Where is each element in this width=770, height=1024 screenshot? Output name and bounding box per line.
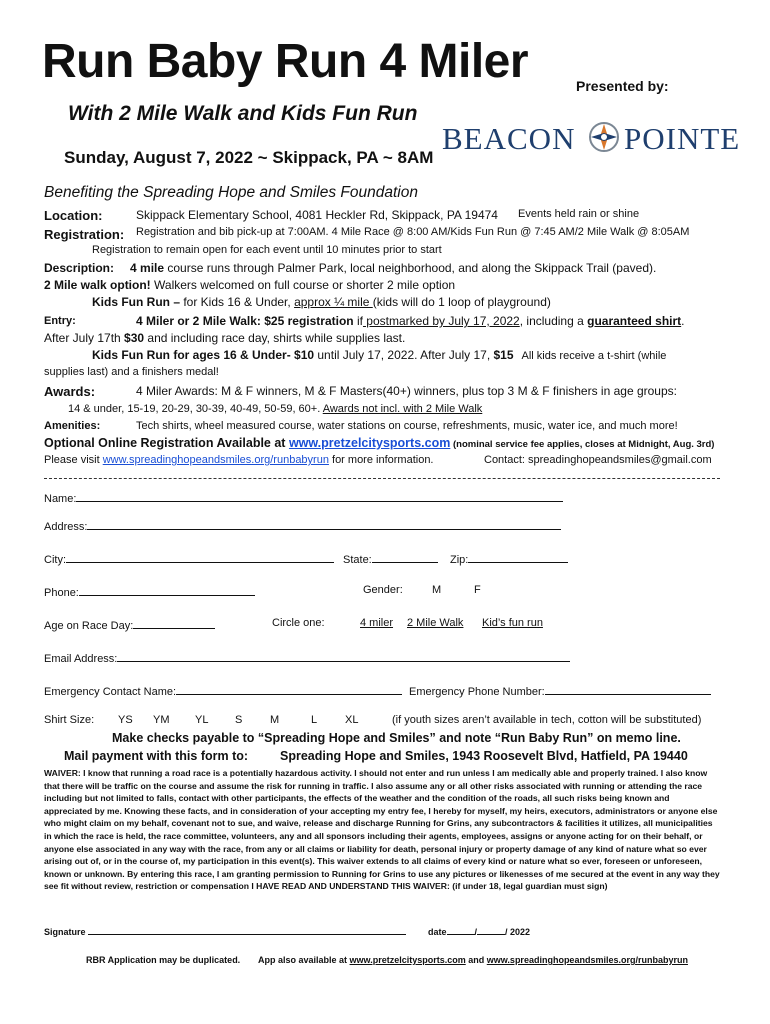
- awards-label: Awards:: [44, 384, 96, 399]
- entry-label: Entry:: [44, 315, 76, 327]
- name-field[interactable]: [76, 490, 563, 502]
- beacon-pointe-logo: [440, 114, 740, 160]
- gender-f-option[interactable]: F: [474, 584, 481, 596]
- shirt-note: (if youth sizes aren’t available in tech, cotton will be substituted): [392, 714, 702, 726]
- city-field[interactable]: [66, 551, 334, 563]
- email-field[interactable]: [117, 650, 570, 662]
- city-row: City:: [44, 551, 334, 566]
- contact-email: Contact: spreadinghopeandsmiles@gmail.com: [484, 454, 712, 466]
- checks-payable-line: Make checks payable to “Spreading Hope and Smiles” and note “Run Baby Run” on memo line.: [112, 731, 681, 745]
- awards-value: 4 Miler Awards: M & F winners, M & F Masters(40+) winners, plus top 3 M & F finishers in age groups:: [136, 384, 677, 398]
- option-4-miler[interactable]: 4 miler: [360, 617, 394, 629]
- email-row: Email Address:: [44, 650, 570, 665]
- emergency-contact-row: Emergency Contact Name:: [44, 683, 402, 698]
- address-row: Address:: [44, 518, 561, 533]
- mail-address: Spreading Hope and Smiles, 1943 Roosevelt Blvd, Hatfield, PA 19440: [280, 749, 688, 763]
- footer-pretzelcity-link[interactable]: www.pretzelcitysports.com: [349, 955, 466, 965]
- pretzelcity-link[interactable]: www.pretzelcitysports.com: [288, 436, 451, 450]
- size-option[interactable]: XL: [345, 714, 359, 726]
- mail-payment-label: Mail payment with this form to:: [64, 749, 249, 763]
- kids-fee-continued: supplies last) and a finishers medal!: [44, 366, 219, 378]
- waiver-text: WAIVER: I know that running a road race is a potentially hazardous activity. I should not enter and run unless I am medically able and properly trained. I also know that there will be traffic on the course and assume the risk for running in traffic. I also assume any or all other risks associated with running or attending the race including but not limited to falls, contact with other participants, the effects of the weather and the condition of the roads, all such risks being known and appreciated by me. Knowing these facts, and in consideration of your accepting my entry fee, I hereby for myself, my heirs, executors, administrators or anyone else who might claim on my behalf, covenant not to sue, and waive, release and discharge Running for Grins, any subcontractors & facilities it utilizes, all municipalities in which the race is held, the race committee, volunteers, any and all sponsors including their agents, employees, assigns or anyone acting for on their behalf, or anyone else associated in any way with the race, from any or all claims or liability for death, personal injury or property damage of any kind of nature what so ever arising out of, or in the course of, my participation in this event(s). This waiver extends to all claims of every kind or nature what so ever, foreseen or unforeseen, known or unknown. By entering this race, I am granting permission to Running for Grins to use any pictures or likenesses of me secured at the event in any way they see fit without review, restriction or compensation I HAVE READ AND UNDERSTAND THIS WAIVER: (if under 18, legal guardian must sign): [44, 768, 720, 892]
- kids-fee-line: Kids Fun Run for ages 16 & Under- $10 until July 17, 2022. After July 17, $15 All kids receive a t-shirt (while: [92, 348, 667, 362]
- size-option[interactable]: M: [270, 714, 280, 726]
- phone-row: Phone:: [44, 584, 255, 599]
- registration-label: Registration:: [44, 227, 125, 242]
- footer-spreadinghope-link[interactable]: www.spreadinghopeandsmiles.org/runbabyrun: [486, 955, 688, 965]
- after-july-line: After July 17th $30 and including race day, shirts while supplies last.: [44, 331, 406, 345]
- benefiting-line: Benefiting the Spreading Hope and Smiles Foundation: [44, 184, 418, 201]
- date-month-field[interactable]: [447, 926, 475, 935]
- size-option[interactable]: YS: [118, 714, 133, 726]
- size-option[interactable]: S: [235, 714, 243, 726]
- location-note: Events held rain or shine: [518, 208, 640, 220]
- entry-line: 4 Miler or 2 Mile Walk: $25 registration if postmarked by July 17, 2022, including a guaranteed shirt.: [136, 314, 685, 328]
- gender-label: Gender:: [363, 584, 403, 596]
- option-2-mile-walk[interactable]: 2 Mile Walk: [407, 617, 464, 629]
- emergency-contact-field[interactable]: [176, 683, 402, 695]
- state-field[interactable]: [372, 551, 438, 563]
- registration-value: Registration and bib pick-up at 7:00AM. 4 Mile Race @ 8:00 AM/Kids Fun Run @ 7:45 AM/2 Mile Walk @ 8:05AM: [136, 226, 690, 238]
- zip-row: Zip:: [450, 551, 568, 566]
- location-label: Location:: [44, 208, 103, 223]
- emergency-phone-row: Emergency Phone Number:: [409, 683, 711, 698]
- gender-m-option[interactable]: M: [432, 584, 442, 596]
- address-field[interactable]: [87, 518, 561, 530]
- date-day-field[interactable]: [477, 926, 505, 935]
- visit-line: Please visit www.spreadinghopeandsmiles.org/runbabyrun for more information.: [44, 454, 434, 466]
- circle-one-label: Circle one:: [272, 617, 325, 629]
- subtitle: With 2 Mile Walk and Kids Fun Run: [68, 102, 418, 125]
- location-value: Skippack Elementary School, 4081 Heckler Rd, Skippack, PA 19474: [136, 208, 498, 222]
- svg-text:POINTE: POINTE: [624, 121, 740, 156]
- walk-option-line: 2 Mile walk option! Walkers welcomed on full course or shorter 2 mile option: [44, 278, 456, 292]
- svg-text:BEACON: BEACON: [442, 121, 576, 156]
- size-option[interactable]: YM: [153, 714, 170, 726]
- kids-run-line: Kids Fun Run – for Kids 16 & Under, approx ¼ mile (kids will do 1 loop of playground): [92, 295, 551, 309]
- page-title: Run Baby Run 4 Miler: [42, 35, 529, 88]
- name-row: Name:: [44, 490, 563, 505]
- amenities-value: Tech shirts, wheel measured course, water stations on course, refreshments, music, water ice, and much more!: [136, 420, 678, 432]
- app-availability-line: App also available at www.pretzelcitysports.com and www.spreadinghopeandsmiles.org/runbabyrun: [258, 955, 688, 965]
- shirt-size-label: Shirt Size:: [44, 714, 95, 726]
- awards-groups-line: 14 & under, 15-19, 20-29, 30-39, 40-49, 50-59, 60+. Awards not incl. with 2 Mile Walk: [68, 403, 483, 415]
- description-line: Description: 4 mile course runs through Palmer Park, local neighborhood, and along the Skippack Trail (paved).: [44, 261, 657, 275]
- duplicate-note: RBR Application may be duplicated.: [86, 955, 241, 965]
- age-row: Age on Race Day:: [44, 617, 215, 632]
- compass-rose-icon: [590, 123, 618, 151]
- age-field[interactable]: [133, 617, 215, 629]
- emergency-phone-field[interactable]: [545, 683, 711, 695]
- signature-row: Signature: [44, 926, 406, 937]
- option-kids-fun-run[interactable]: Kid’s fun run: [482, 617, 543, 629]
- event-dateline: Sunday, August 7, 2022 ~ Skippack, PA ~ 8AM: [64, 148, 434, 167]
- size-option[interactable]: YL: [195, 714, 209, 726]
- date-row: date / / 2022: [428, 927, 531, 937]
- registration-note: Registration to remain open for each event until 10 minutes prior to start: [92, 244, 442, 256]
- spreadinghope-link[interactable]: www.spreadinghopeandsmiles.org/runbabyrun: [102, 454, 329, 466]
- online-registration-line: Optional Online Registration Available at www.pretzelcitysports.com (nominal service fee applies, closes at Midnight, Aug. 3rd): [44, 436, 715, 450]
- amenities-label: Amenities:: [44, 420, 101, 432]
- phone-field[interactable]: [79, 584, 255, 596]
- size-option[interactable]: L: [311, 714, 318, 726]
- cut-line-divider: [44, 478, 720, 479]
- presented-by-label: Presented by:: [576, 78, 669, 94]
- signature-field[interactable]: [88, 926, 406, 935]
- state-row: State:: [343, 551, 438, 566]
- zip-field[interactable]: [468, 551, 568, 563]
